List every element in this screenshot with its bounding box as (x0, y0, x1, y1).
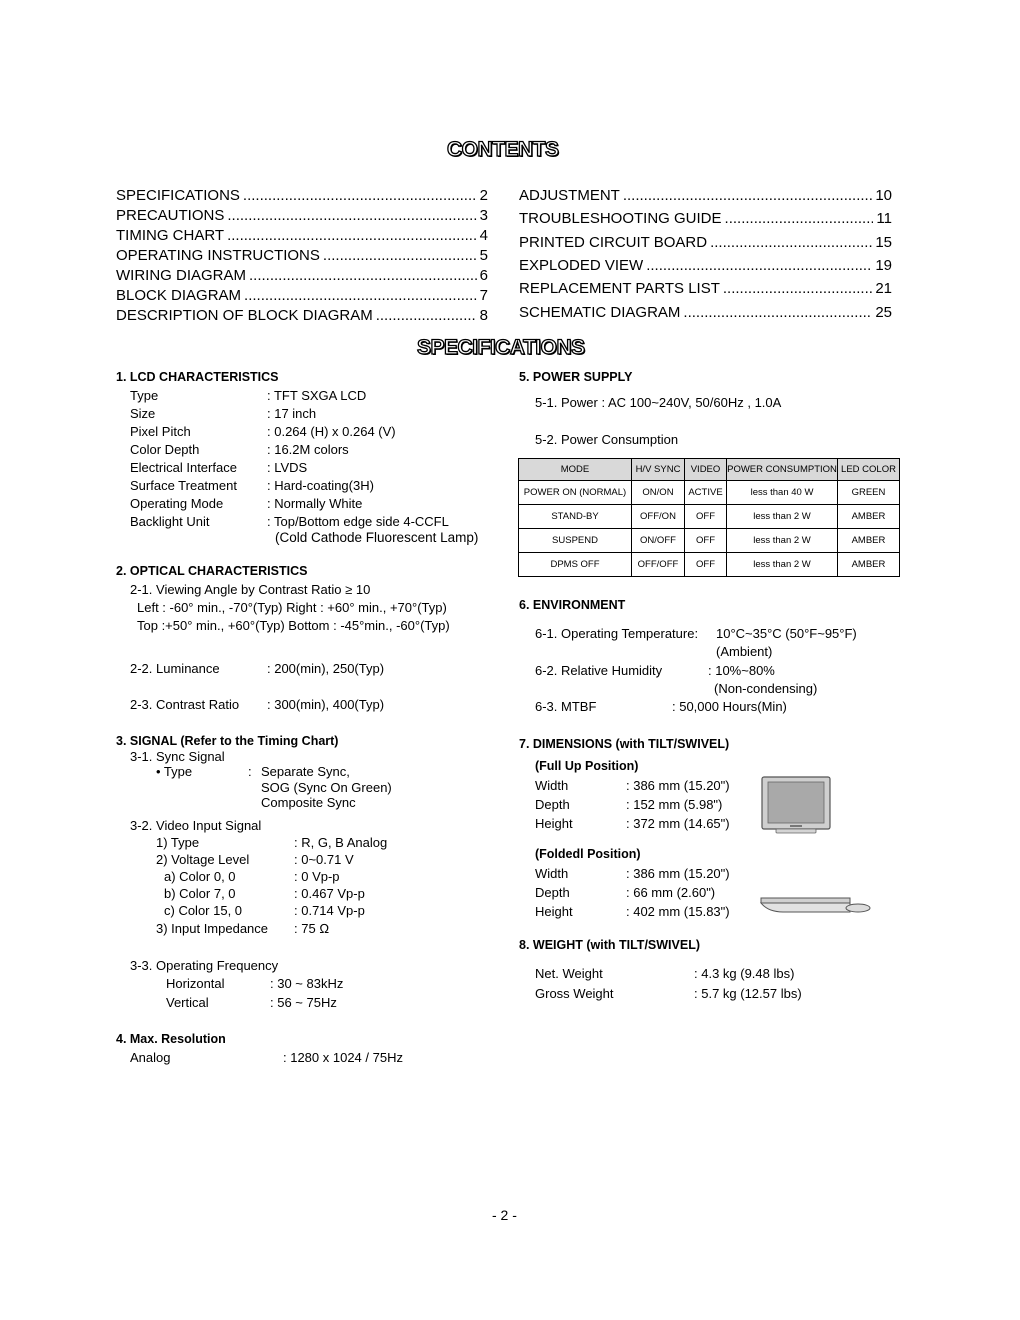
sync-type-v2: SOG (Sync On Green) (261, 780, 392, 795)
spec-row-label: Operating Mode (130, 496, 224, 511)
horizontal-value: : 30 ~ 83kHz (270, 976, 344, 991)
toc-entry[interactable] (519, 187, 892, 204)
video-row-value: : 0~0.71 V (294, 852, 354, 867)
toc-entry[interactable] (519, 234, 892, 251)
toc-leader-dots (249, 267, 477, 284)
viewing-top-bottom: Top :+50° min., +60°(Typ) Bottom : -45°min., -60°(Typ) (137, 618, 450, 633)
power-table-row (519, 529, 900, 553)
toc-entry[interactable] (116, 307, 488, 324)
spec-row-value: : 386 mm (15.20") (626, 778, 730, 793)
toc-entry-label: SPECIFICATIONS (116, 187, 240, 204)
spec-row-label: Depth (535, 885, 570, 900)
viewing-left-right: Left : -60° min., -70°(Typ) Right : +60° min., +70°(Typ) (137, 600, 447, 615)
op-temp-label: 6-1. Operating Temperature: (535, 626, 699, 641)
toc-entry-page: 5 (479, 247, 488, 264)
spec-row-label: Surface Treatment (130, 478, 237, 493)
dimensions-section-title: 7. DIMENSIONS (with TILT/SWIVEL) (519, 737, 730, 751)
toc-entry-page: 7 (479, 287, 488, 304)
toc-entry-page: 21 (875, 280, 892, 298)
power-table-header-row (519, 459, 900, 481)
spec-row-value: : Hard-coating(3H) (267, 478, 374, 493)
spec-row-value: : 386 mm (15.20") (626, 866, 730, 881)
resolution-value: : 1280 x 1024 / 75Hz (283, 1050, 403, 1065)
toc-entry-label: SCHEMATIC DIAGRAM (519, 303, 681, 321)
toc-entry-label: TIMING CHART (116, 227, 225, 244)
spec-row-label: Color Depth (130, 442, 200, 457)
spec-row-label: Type (130, 388, 159, 403)
power-table-cell: less than 2 W (727, 529, 838, 553)
spec-row-value: : 402 mm (15.83") (626, 904, 730, 919)
page-number: - 2 - (492, 1207, 517, 1223)
toc-entry-label: ADJUSTMENT (519, 187, 620, 204)
vertical-label: Vertical (166, 995, 209, 1010)
optical-section-title: 2. OPTICAL CHARACTERISTICS (116, 564, 308, 578)
power-table-cell: OFF/ON (632, 505, 685, 529)
toc-entry-page: 2 (479, 187, 488, 204)
power-table-header-cell: VIDEO (685, 459, 727, 481)
toc-entry-label: EXPLODED VIEW (519, 256, 644, 274)
power-table-cell: AMBER (838, 553, 900, 577)
toc-entry-label: REPLACEMENT PARTS LIST (519, 280, 720, 298)
video-input-label: 3-2. Video Input Signal (130, 818, 262, 833)
monitor-upright-illustration (760, 775, 832, 835)
power-table-cell: GREEN (838, 481, 900, 505)
toc-entry[interactable] (116, 247, 488, 264)
video-row-value: : 0.467 Vp-p (294, 886, 365, 901)
video-row-value: : 0 Vp-p (294, 869, 340, 884)
video-row-label: 1) Type (156, 835, 200, 850)
toc-entry-page: 10 (875, 187, 892, 204)
toc-entry-page: 19 (875, 256, 892, 274)
toc-entry-page: 6 (479, 267, 488, 284)
toc-entry-page: 8 (479, 307, 488, 324)
power-table-row (519, 505, 900, 529)
net-weight-value: : 4.3 kg (9.48 lbs) (694, 966, 795, 981)
power-table-cell: OFF/OFF (632, 553, 685, 577)
spec-row-label: Pixel Pitch (130, 424, 191, 439)
toc-leader-dots (376, 307, 477, 324)
toc-leader-dots (710, 234, 872, 251)
power-table-cell: less than 2 W (727, 505, 838, 529)
spec-row-value: : 152 mm (5.98") (626, 797, 723, 812)
toc-entry-label: PRECAUTIONS (116, 207, 225, 224)
toc-leader-dots (723, 280, 872, 297)
power-table-cell: less than 2 W (727, 553, 838, 577)
spec-row-value: : 66 mm (2.60") (626, 885, 716, 900)
spec-row-value: : LVDS (267, 460, 308, 475)
toc-entry[interactable] (116, 267, 488, 284)
power-table-cell: less than 40 W (727, 481, 838, 505)
spec-row-label: Height (535, 904, 573, 919)
humidity-note: (Non-condensing) (714, 681, 818, 696)
toc-entry[interactable] (116, 227, 488, 244)
toc-leader-dots (244, 287, 477, 304)
toc-leader-dots (683, 304, 872, 321)
power-table-cell: OFF (685, 529, 727, 553)
power-table-cell: OFF (685, 553, 727, 577)
luminance-label: 2-2. Luminance (130, 661, 220, 676)
toc-entry-label: PRINTED CIRCUIT BOARD (519, 233, 708, 251)
gross-weight-label: Gross Weight (535, 986, 614, 1001)
power-table-header-cell: LED COLOR (838, 459, 900, 481)
full-up-title: (Full Up Position) (535, 759, 639, 773)
toc-entry-label: OPERATING INSTRUCTIONS (116, 247, 320, 264)
resolution-section-title: 4. Max. Resolution (116, 1032, 226, 1046)
video-row-label: b) Color 7, 0 (164, 886, 236, 901)
op-temp-note: (Ambient) (716, 644, 773, 659)
mtbf-label: 6-3. MTBF (535, 699, 597, 714)
sync-type-v3: Composite Sync (261, 795, 356, 810)
spec-row-value: : 372 mm (14.65") (626, 816, 730, 831)
video-row-label: 2) Voltage Level (156, 852, 250, 867)
vertical-value: : 56 ~ 75Hz (270, 995, 337, 1010)
video-row-value: : 75 Ω (294, 921, 330, 936)
power-consumption-table (518, 458, 900, 577)
power-table-cell: DPMS OFF (519, 553, 632, 577)
spec-row-value: : Top/Bottom edge side 4-CCFL (267, 514, 449, 529)
op-temp-value: 10°C~35°C (50°F~95°F) (716, 626, 857, 641)
video-row-label: c) Color 15, 0 (164, 903, 243, 918)
toc-entry[interactable] (519, 257, 892, 274)
toc-entry[interactable] (116, 207, 488, 224)
power-table-header-cell: MODE (519, 459, 632, 481)
sync-type-sep: : (248, 764, 252, 779)
video-row-label: a) Color 0, 0 (164, 869, 236, 884)
spec-row-label: Height (535, 816, 573, 831)
power-table-cell: STAND-BY (519, 505, 632, 529)
toc-entry-label: TROUBLESHOOTING GUIDE (519, 210, 722, 228)
power-table-cell: AMBER (838, 505, 900, 529)
contents-title: CONTENTS (447, 138, 559, 161)
luminance-value: : 200(min), 250(Typ) (267, 661, 385, 676)
gross-weight-value: : 5.7 kg (12.57 lbs) (694, 986, 802, 1001)
video-row-value: : R, G, B Analog (294, 835, 388, 850)
spec-row-label: Size (130, 406, 156, 421)
power-table-cell: AMBER (838, 529, 900, 553)
toc-entry[interactable] (519, 280, 892, 297)
power-table-cell: POWER ON (NORMAL) (519, 481, 632, 505)
sync-signal-label: 3-1. Sync Signal (130, 749, 225, 764)
power-table-cell: SUSPEND (519, 529, 632, 553)
toc-entry-page: 11 (876, 210, 892, 228)
op-freq-label: 3-3. Operating Frequency (130, 958, 279, 973)
viewing-angle: 2-1. Viewing Angle by Contrast Ratio ≥ 10 (130, 582, 371, 597)
power-table-row (519, 481, 900, 505)
toc-entry-label: WIRING DIAGRAM (116, 267, 246, 284)
toc-leader-dots (323, 247, 477, 264)
toc-entry-page: 15 (875, 233, 892, 251)
humidity-label: 6-2. Relative Humidity (535, 663, 663, 678)
toc-leader-dots (725, 210, 874, 227)
toc-entry-page: 25 (875, 303, 892, 321)
toc-entry-label: DESCRIPTION OF BLOCK DIAGRAM (116, 307, 373, 324)
spec-row-label: Width (535, 778, 569, 793)
power-table-header-cell: H/V SYNC (632, 459, 685, 481)
resolution-label: Analog (130, 1050, 171, 1065)
spec-row-value: : TFT SXGA LCD (267, 388, 367, 403)
power-table-cell: OFF (685, 505, 727, 529)
video-row-value: : 0.714 Vp-p (294, 903, 365, 918)
toc-entry[interactable] (116, 187, 488, 204)
toc-entry-page: 4 (479, 227, 488, 244)
power-consumption-label: 5-2. Power Consumption (535, 432, 679, 447)
contrast-label: 2-3. Contrast Ratio (130, 697, 240, 712)
toc-leader-dots (646, 257, 872, 274)
specifications-title: SPECIFICATIONS (417, 336, 585, 359)
power-table-cell: ON/OFF (632, 529, 685, 553)
toc-entry[interactable] (519, 210, 892, 227)
power-table-row (519, 553, 900, 577)
sync-type-v1: Separate Sync, (261, 764, 350, 779)
sync-type-label: • Type (156, 764, 193, 779)
toc-leader-dots (227, 227, 477, 244)
weight-section-title: 8. WEIGHT (with TILT/SWIVEL) (519, 938, 700, 952)
backlight-note: (Cold Cathode Fluorescent Lamp) (275, 530, 479, 545)
spec-row-value: : 0.264 (H) x 0.264 (V) (267, 424, 396, 439)
spec-row-value: : Normally White (267, 496, 363, 511)
power-table-cell: ACTIVE (685, 481, 727, 505)
spec-row-label: Depth (535, 797, 570, 812)
mtbf-value: : 50,000 Hours(Min) (672, 699, 787, 714)
net-weight-label: Net. Weight (535, 966, 603, 981)
spec-row-label: Electrical Interface (130, 460, 237, 475)
power-table-cell: ON/ON (632, 481, 685, 505)
horizontal-label: Horizontal (166, 976, 225, 991)
power-spec: 5-1. Power : AC 100~240V, 50/60Hz , 1.0A (535, 395, 782, 410)
power-table-header-cell: POWER CONSUMPTION (727, 459, 838, 481)
contrast-value: : 300(min), 400(Typ) (267, 697, 385, 712)
toc-entry-page: 3 (479, 207, 488, 224)
humidity-value: : 10%~80% (708, 663, 775, 678)
environment-section-title: 6. ENVIRONMENT (519, 598, 626, 612)
spec-row-value: : 17 inch (267, 406, 317, 421)
spec-row-value: : 16.2M colors (267, 442, 349, 457)
toc-entry-label: BLOCK DIAGRAM (116, 287, 242, 304)
toc-leader-dots (243, 187, 477, 204)
toc-entry[interactable] (519, 304, 892, 321)
lcd-section-title: 1. LCD CHARACTERISTICS (116, 370, 279, 384)
toc-leader-dots (227, 207, 476, 224)
power-section-title: 5. POWER SUPPLY (519, 370, 633, 384)
signal-section-title: 3. SIGNAL (Refer to the Timing Chart) (116, 734, 339, 748)
spec-row-label: Width (535, 866, 569, 881)
spec-row-label: Backlight Unit (130, 514, 210, 529)
toc-leader-dots (623, 187, 872, 204)
video-row-label: 3) Input Impedance (156, 921, 269, 936)
monitor-folded-illustration (758, 892, 873, 916)
toc-entry[interactable] (116, 287, 488, 304)
folded-title: (Foldedl Position) (535, 847, 641, 861)
